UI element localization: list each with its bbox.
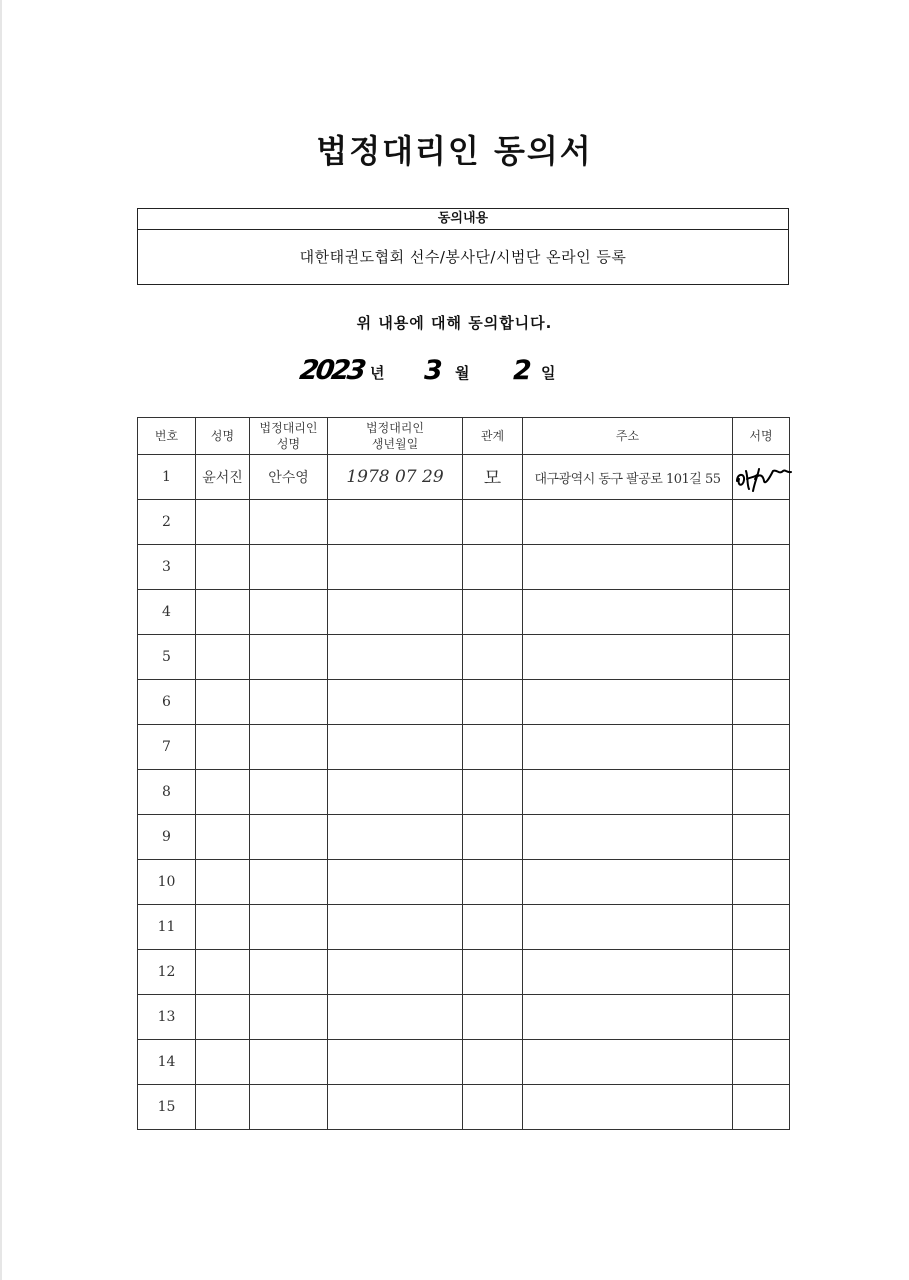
row-signature bbox=[733, 545, 790, 590]
row-guardian-birth bbox=[328, 590, 463, 635]
table-row bbox=[138, 995, 790, 1040]
table-row bbox=[138, 590, 790, 635]
row-guardian-name bbox=[250, 905, 328, 950]
row-guardian-birth bbox=[328, 680, 463, 725]
row-relation bbox=[463, 680, 523, 725]
row-guardian-name bbox=[250, 500, 328, 545]
row-no: 11 bbox=[138, 905, 196, 950]
signature-image bbox=[733, 459, 795, 495]
header-name: 성명 bbox=[196, 418, 250, 455]
handwritten-month: 3 bbox=[424, 355, 443, 386]
consent-header: 동의내용 bbox=[138, 209, 788, 230]
table-row bbox=[138, 1040, 790, 1085]
row-no: 2 bbox=[138, 500, 196, 545]
header-relation: 관계 bbox=[463, 418, 523, 455]
row-name bbox=[196, 635, 250, 680]
document-title: 법정대리인 동의서 bbox=[316, 132, 593, 170]
row-address bbox=[523, 500, 733, 545]
row-signature bbox=[733, 815, 790, 860]
header-guardian-birth-line1: 법정대리인 bbox=[366, 421, 424, 435]
row-address bbox=[523, 905, 733, 950]
header-no: 번호 bbox=[138, 418, 196, 455]
row-guardian-name bbox=[250, 860, 328, 905]
row-no: 15 bbox=[138, 1085, 196, 1130]
row-no: 5 bbox=[138, 635, 196, 680]
header-guardian-birth-line2: 생년월일 bbox=[371, 437, 419, 451]
row-guardian-name bbox=[250, 590, 328, 635]
header-signature: 서명 bbox=[733, 418, 790, 455]
row-guardian-birth bbox=[328, 725, 463, 770]
row-guardian-birth bbox=[328, 815, 463, 860]
row-name bbox=[196, 950, 250, 995]
row-signature bbox=[733, 770, 790, 815]
row-name bbox=[196, 725, 250, 770]
row-no: 7 bbox=[138, 725, 196, 770]
row-address: 대구광역시 동구 팔공로 101길 55 bbox=[523, 455, 733, 500]
row-guardian-name bbox=[250, 815, 328, 860]
row-address bbox=[523, 545, 733, 590]
row-address bbox=[523, 950, 733, 995]
handwritten-year: 2023 bbox=[297, 355, 366, 386]
row-no: 6 bbox=[138, 680, 196, 725]
row-no: 1 bbox=[138, 455, 196, 500]
header-address: 주소 bbox=[523, 418, 733, 455]
row-relation: 모 bbox=[463, 455, 523, 500]
row-signature bbox=[733, 950, 790, 995]
row-no: 13 bbox=[138, 995, 196, 1040]
year-unit: 년 bbox=[370, 364, 385, 382]
row-address bbox=[523, 815, 733, 860]
row-guardian-name bbox=[250, 995, 328, 1040]
row-relation bbox=[463, 1040, 523, 1085]
row-name: 윤서진 bbox=[196, 455, 250, 500]
row-name bbox=[196, 905, 250, 950]
row-guardian-name bbox=[250, 770, 328, 815]
row-signature bbox=[733, 455, 790, 500]
table-row bbox=[138, 500, 790, 545]
row-guardian-birth bbox=[328, 1085, 463, 1130]
row-relation bbox=[463, 725, 523, 770]
row-guardian-birth bbox=[328, 905, 463, 950]
row-no: 4 bbox=[138, 590, 196, 635]
table-row bbox=[138, 950, 790, 995]
row-guardian-name bbox=[250, 950, 328, 995]
handwritten-day: 2 bbox=[513, 355, 532, 386]
row-guardian-birth bbox=[328, 1040, 463, 1085]
row-relation bbox=[463, 635, 523, 680]
row-relation bbox=[463, 905, 523, 950]
row-signature bbox=[733, 1085, 790, 1130]
row-name bbox=[196, 995, 250, 1040]
row-signature bbox=[733, 590, 790, 635]
row-no: 9 bbox=[138, 815, 196, 860]
row-guardian-birth bbox=[328, 770, 463, 815]
row-no: 10 bbox=[138, 860, 196, 905]
row-name bbox=[196, 500, 250, 545]
row-signature bbox=[733, 860, 790, 905]
page-edge bbox=[0, 0, 2, 1280]
table-row bbox=[138, 905, 790, 950]
row-guardian-birth bbox=[328, 860, 463, 905]
row-signature bbox=[733, 1040, 790, 1085]
row-name bbox=[196, 770, 250, 815]
consent-content: 대한태권도협회 선수/봉사단/시범단 온라인 등록 bbox=[299, 248, 627, 266]
row-name bbox=[196, 1085, 250, 1130]
row-address bbox=[523, 590, 733, 635]
table-row bbox=[138, 1085, 790, 1130]
row-signature bbox=[733, 635, 790, 680]
row-name bbox=[196, 815, 250, 860]
row-signature bbox=[733, 680, 790, 725]
row-guardian-birth: 1978 07 29 bbox=[328, 455, 463, 500]
row-name bbox=[196, 860, 250, 905]
row-guardian-birth bbox=[328, 995, 463, 1040]
guardian-table bbox=[137, 417, 790, 1130]
row-signature bbox=[733, 725, 790, 770]
agree-statement: 위 내용에 대해 동의합니다. bbox=[356, 314, 553, 332]
row-relation bbox=[463, 950, 523, 995]
row-address bbox=[523, 635, 733, 680]
header-guardian-birth bbox=[328, 418, 463, 455]
row-guardian-birth bbox=[328, 950, 463, 995]
row-name bbox=[196, 590, 250, 635]
row-relation bbox=[463, 770, 523, 815]
row-name bbox=[196, 1040, 250, 1085]
header-guardian-name bbox=[250, 418, 328, 455]
row-address bbox=[523, 770, 733, 815]
row-guardian-name bbox=[250, 680, 328, 725]
header-guardian-name-line2: 성명 bbox=[276, 437, 301, 451]
row-address bbox=[523, 1040, 733, 1085]
row-no: 3 bbox=[138, 545, 196, 590]
row-name bbox=[196, 680, 250, 725]
row-relation bbox=[463, 590, 523, 635]
table-header-row bbox=[138, 418, 790, 455]
row-address bbox=[523, 1085, 733, 1130]
row-no: 8 bbox=[138, 770, 196, 815]
row-guardian-birth bbox=[328, 545, 463, 590]
row-guardian-name bbox=[250, 1085, 328, 1130]
row-relation bbox=[463, 860, 523, 905]
row-address bbox=[523, 995, 733, 1040]
table-row bbox=[138, 455, 790, 500]
row-guardian-birth bbox=[328, 500, 463, 545]
row-guardian-name bbox=[250, 545, 328, 590]
table-row bbox=[138, 860, 790, 905]
row-guardian-name bbox=[250, 635, 328, 680]
table-row bbox=[138, 635, 790, 680]
row-no: 14 bbox=[138, 1040, 196, 1085]
row-address bbox=[523, 680, 733, 725]
month-unit: 월 bbox=[455, 364, 470, 382]
row-relation bbox=[463, 545, 523, 590]
table-row bbox=[138, 545, 790, 590]
row-signature bbox=[733, 905, 790, 950]
table-row bbox=[138, 815, 790, 860]
date-line bbox=[0, 350, 909, 390]
header-guardian-name-line1: 법정대리인 bbox=[259, 421, 318, 435]
row-no: 12 bbox=[138, 950, 196, 995]
row-address bbox=[523, 725, 733, 770]
row-relation bbox=[463, 995, 523, 1040]
row-guardian-name: 안수영 bbox=[250, 455, 328, 500]
row-guardian-name bbox=[250, 725, 328, 770]
row-signature bbox=[733, 995, 790, 1040]
row-guardian-name bbox=[250, 1040, 328, 1085]
table-row bbox=[138, 680, 790, 725]
consent-box bbox=[137, 208, 789, 285]
row-guardian-birth bbox=[328, 635, 463, 680]
table-row bbox=[138, 770, 790, 815]
row-relation bbox=[463, 500, 523, 545]
row-address bbox=[523, 860, 733, 905]
row-relation bbox=[463, 1085, 523, 1130]
row-signature bbox=[733, 500, 790, 545]
row-relation bbox=[463, 815, 523, 860]
table-row bbox=[138, 725, 790, 770]
row-name bbox=[196, 545, 250, 590]
day-unit: 일 bbox=[541, 364, 556, 382]
